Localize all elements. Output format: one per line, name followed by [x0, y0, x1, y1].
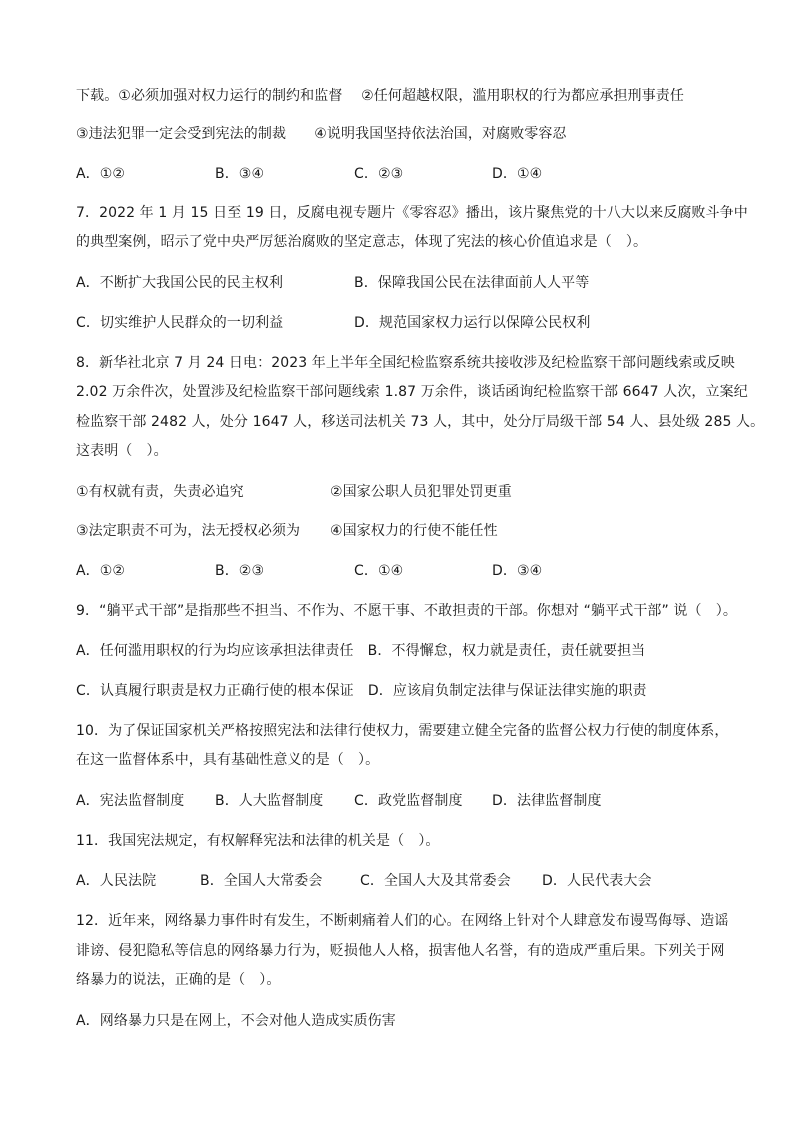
option-a: A．①② — [76, 166, 126, 182]
q8-stem-line-1: 8．新华社北京 7 月 24 日电：2023 年上半年全国纪检监察系统共接收涉及纪检监察干部问题线索或反映 — [76, 355, 735, 371]
option-c: C．切实维护人民群众的一切利益 — [76, 315, 284, 331]
q7-stem-line-2: 的典型案例，昭示了党中央严厉惩治腐败的坚定意志，体现了宪法的核心价值追求是（ ）。 — [76, 234, 648, 250]
q6-statements-line-2: ③违法犯罪一定会受到宪法的制裁 ④说明我国坚持依法治国，对腐败零容忍 — [76, 126, 567, 142]
statement-2: ②国家公职人员犯罪处罚更重 — [330, 484, 512, 500]
q12-stem-line-1: 12．近年来，网络暴力事件时有发生，不断刺痛着人们的心。在网络上针对个人肆意发布谩骂侮辱、造谣 — [76, 913, 729, 929]
option-b: B．③④ — [215, 166, 265, 182]
option-c: C．政党监督制度 — [354, 793, 463, 809]
q9-stem: 9．“躺平式干部”是指那些不担当、不作为、不愿干事、不敢担责的干部。你想对 “躺平式干部” 说（ ）。 — [76, 603, 737, 619]
q7-stem-line-1: 7．2022 年 1 月 15 日至 19 日，反腐电视专题片《零容忍》播出，该片聚焦党的十八大以来反腐败斗争中 — [76, 205, 748, 221]
option-a: A．不断扩大我国公民的民主权利 — [76, 275, 284, 291]
option-a: A．人民法院 — [76, 873, 157, 889]
option-d: D．①④ — [492, 166, 543, 182]
q6-statements-line-1: 下载。①必须加强对权力运行的制约和监督 ②任何超越权限，滥用职权的行为都应承担刑事责任 — [76, 88, 684, 104]
q11-stem: 11．我国宪法规定，有权解释宪法和法律的机关是（ ）。 — [76, 833, 440, 849]
q8-stem-line-4: 这表明（ ）。 — [76, 443, 168, 459]
q8-stem-line-2: 2.02 万余件次，处置涉及纪检监察干部问题线索 1.87 万余件，谈话函询纪检监察干部 6647 人次，立案纪 — [76, 384, 748, 400]
q10-stem-line-1: 10．为了保证国家机关严格按照宪法和法律行使权力，需要建立健全完备的监督公权力行使的制度体系， — [76, 723, 729, 739]
q9-options-ab: A．任何滥用职权的行为均应该承担法律责任 B．不得懈怠，权力就是责任，责任就要担当 — [76, 643, 646, 659]
option-a: A．宪法监督制度 — [76, 793, 185, 809]
option-c: C．全国人大及其常委会 — [360, 873, 511, 889]
statement-4: ④国家权力的行使不能任性 — [330, 523, 498, 539]
q12-stem-line-2: 诽谤、侵犯隐私等信息的网络暴力行为，贬损他人人格，损害他人名誉，有的造成严重后果。下列关于网 — [76, 943, 725, 959]
option-b: B．保障我国公民在法律面前人人平等 — [354, 275, 590, 291]
option-c: C．②③ — [354, 166, 404, 182]
q12-option-a: A．网络暴力只是在网上，不会对他人造成实质伤害 — [76, 1013, 396, 1029]
option-d: D．人民代表大会 — [542, 873, 652, 889]
option-b: B．全国人大常委会 — [200, 873, 323, 889]
q9-options-cd: C．认真履行职责是权力正确行使的根本保证 D．应该肩负制定法律与保证法律实施的职责 — [76, 683, 647, 699]
option-b: B．②③ — [215, 563, 265, 579]
q10-stem-line-2: 在这一监督体系中，具有基础性意义的是（ ）。 — [76, 752, 380, 768]
option-d: D．规范国家权力运行以保障公民权利 — [354, 315, 591, 331]
option-d: D．③④ — [492, 563, 543, 579]
statement-3: ③法定职责不可为，法无授权必须为 — [76, 523, 301, 539]
q8-stem-line-3: 检监察干部 2482 人，处分 1647 人，移送司法机关 73 人，其中，处分厅局级干部 54 人、县处级 285 人。 — [76, 414, 765, 430]
option-c: C．①④ — [354, 563, 404, 579]
statement-1: ①有权就有责，失责必追究 — [76, 484, 244, 500]
option-b: B．人大监督制度 — [215, 793, 324, 809]
q12-stem-line-3: 络暴力的说法，正确的是（ ）。 — [76, 972, 281, 988]
option-a: A．①② — [76, 563, 126, 579]
option-d: D．法律监督制度 — [492, 793, 602, 809]
